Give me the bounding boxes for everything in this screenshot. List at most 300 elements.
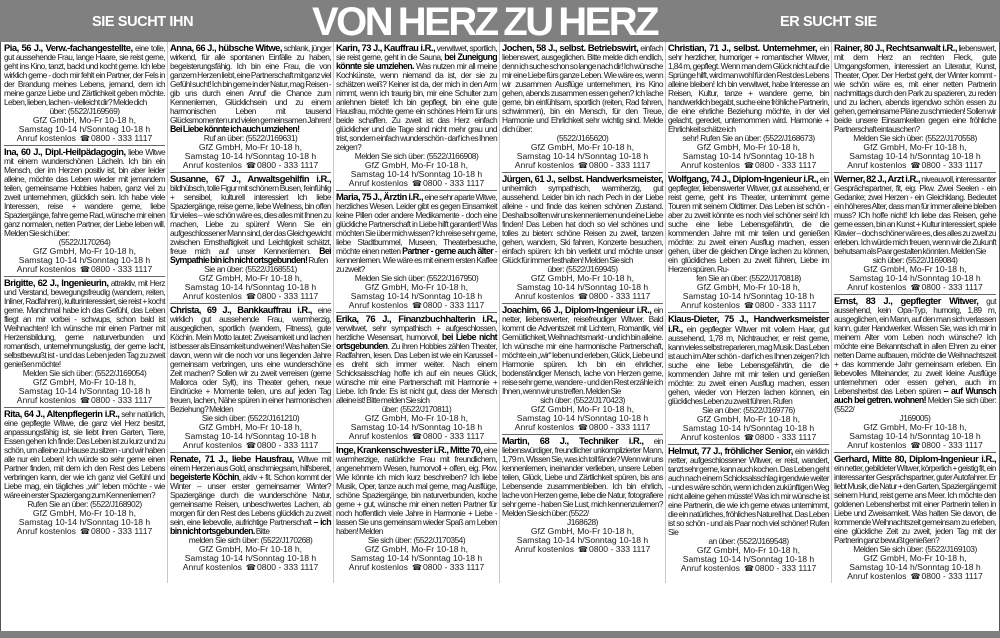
phone-number[interactable]: 0800 - 333 1117 xyxy=(90,526,153,536)
ad-footer xyxy=(668,546,829,573)
agency-call-line xyxy=(170,441,331,450)
phone-icon: ☎ xyxy=(577,545,588,554)
ads-column xyxy=(2,42,168,583)
agency-call-line xyxy=(170,161,331,170)
ad-text xyxy=(834,174,996,256)
agency-hours: Samstag 10-14 h/Sonntag 10-18 h xyxy=(682,151,815,161)
ad-contact-code: sehr! Rufen Sie an über: (5522/J168673) xyxy=(682,133,815,143)
ad-footer xyxy=(834,143,996,170)
agency-call-line xyxy=(336,301,497,310)
ad-contact-code: sich über: (5522/J170423) xyxy=(540,395,625,405)
ad-contact-code: J169005) xyxy=(899,413,931,423)
phone-number[interactable]: 0800 - 333 1117 xyxy=(588,422,651,432)
ad-contact-code: an über: (5522/J169548) xyxy=(708,536,789,546)
call-free-label: Anruf kostenlos xyxy=(680,160,740,170)
ad-text xyxy=(4,43,165,107)
classified-ad xyxy=(668,42,829,173)
ads-column xyxy=(500,42,666,583)
agency-name: GfZ GmbH, Mo-Fr 10-18 h, xyxy=(32,377,137,387)
ad-headline: Christian, 71 J., selbst. Unternehmer, xyxy=(668,42,818,53)
call-free-label: Anruf kostenlos xyxy=(16,264,76,274)
phone-icon: ☎ xyxy=(245,161,256,170)
ad-footer xyxy=(668,143,829,170)
agency-hours: Samstag 10-14 h/Sonntag 10-18 h xyxy=(184,151,317,161)
ad-headline: Gerhard, Mitte 80, Diplom-Ingenieur i.R., xyxy=(834,453,996,464)
classified-ad xyxy=(668,313,829,445)
phone-icon: ☎ xyxy=(79,396,90,405)
phone-number[interactable]: 0800 - 333 1117 xyxy=(256,562,319,572)
ad-description: ein sehr herzlicher, humoriger + romantischer Witwer, 1,84 m, gepflegt. Wenn man dem Glück nicht auf die Sprünge hilft, wird man wohl für den Rest des Lebens alleine bleiben! Ich bin verwitwet, habe Interesse an Reisen, Kultur, tanze + wandere gerne, bin handwerklich begabt, suche eine fröhliche Partnerin, die eine ehrliche Beziehung möchte, in der viel gelacht, geredet, unternommen wird. Harmonie + Ehrlichkeit schätze ich xyxy=(668,43,829,134)
ad-contact-code: über: (5522/J170811) xyxy=(381,404,452,414)
ad-text xyxy=(834,296,996,414)
agency-call-line xyxy=(502,161,663,170)
ad-description: liebe Witwe mit einem wunderschönen Lächeln. Ich bin ein Mensch, der im Herzen positiv ist, bin aber leider alleine, möchte das Leben wieder mit jemandem teilen, gemeinsame Hobbies haben, ganz viel zu zweit unternehmen, glücklich sein. Ich habe viele Interessen, reise + wandere gerne, liebe Spaziergänge, fahre gerne Rad, wünsche mir einen ganz normalen, netten Partner, der Liebe leben will. Melden Sie sich über: xyxy=(4,147,166,238)
agency-name: GfZ GmbH, Mo-Fr 10-18 h, xyxy=(696,142,801,152)
classified-ad xyxy=(336,191,497,313)
ads-columns xyxy=(2,42,998,583)
agency-call-line xyxy=(336,563,497,572)
ad-description: verwitwet, sehr sympathisch + aufgeschlossen, herzliche Wesensart, humorvoll, xyxy=(336,323,497,342)
agency-hours: Samstag 10-14 h/Sonntag 10-18 h xyxy=(18,255,151,265)
agency-hours: Samstag 10-14 h/Sonntag 10-18 h xyxy=(184,553,317,563)
ad-headline: Pia, 56 J., Verw.-fachangestellte, xyxy=(4,42,133,53)
agency-hours: Samstag 10-14 h/Sonntag 10-18 h xyxy=(350,291,483,301)
ad-description: ein netter, gebildeter Witwer, körperlich + geistig fit, ein interessanter Gesprächspartner, guter Autofahrer. Er liebt Musik, die Natur + den Garten, Spaziergänge mit seinem Hund, reist gerne ans Meer. Ich möchte den goldenen Lebensherbst mit einer Partnerin teilen in Liebe und Zweisamkeit. Was halten Sie davon, die kommende Weihnachtszeit gemeinsam zu erleben, eine glückliche Zeit zu zweit, jeden Tag mit der Partnerin ganz bewußt genießen? xyxy=(834,463,996,545)
classified-ad xyxy=(502,173,663,304)
ad-text xyxy=(502,43,663,134)
agency-hours: Samstag 10-14 h/Sonntag 10-18 h xyxy=(516,535,649,545)
agency-call-line xyxy=(502,423,663,432)
call-free-label: Anruf kostenlos xyxy=(680,432,740,442)
classified-ad xyxy=(668,173,829,313)
ad-contact-code: Sie sich über: (5522/J161210) xyxy=(201,413,300,423)
phone-number[interactable]: 0800 - 333 1117 xyxy=(921,160,983,170)
phone-number[interactable]: 0800 - 333 1117 xyxy=(422,562,485,572)
ad-text xyxy=(502,436,663,518)
phone-number[interactable]: 0800 - 333 1117 xyxy=(256,440,319,450)
phone-number[interactable]: 0800 - 333 1117 xyxy=(90,133,153,143)
ad-contact-code: J168628) xyxy=(567,517,598,527)
ad-headline: Susanne, 67 J., Anwaltsgehilfin i.R., xyxy=(170,173,331,184)
classified-ad xyxy=(170,173,331,304)
phone-icon: ☎ xyxy=(577,423,588,432)
ad-contact-code: fen Sie an über: (5522/J170818) xyxy=(696,273,801,283)
phone-icon: ☎ xyxy=(411,301,422,310)
agency-name: GfZ GmbH, Mo-Fr 10-18 h, xyxy=(863,422,967,432)
ad-highlight: Bei Sympathie bin ich nicht ortsgebunden! xyxy=(170,246,331,265)
agency-name: GfZ GmbH, Mo-Fr 10-18 h, xyxy=(530,273,635,283)
phone-icon: ☎ xyxy=(743,433,754,442)
ad-headline: Ernst, 83 J., gepflegter Witwer, xyxy=(834,295,979,306)
ad-footer xyxy=(336,545,497,572)
phone-number[interactable]: 0800 - 333 1117 xyxy=(422,178,485,188)
agency-name: GfZ GmbH, Mo-Fr 10-18 h, xyxy=(198,544,303,554)
phone-icon: ☎ xyxy=(577,161,588,170)
phone-icon: ☎ xyxy=(79,134,90,143)
agency-hours: Samstag 10-14 h/Sonntag 10-18 h xyxy=(184,282,317,292)
agency-call-line xyxy=(834,283,996,292)
ad-description: liebenswert, mit dem Herz an rechten Fleck, gute Umgangsformen, interessiert an Literatur, Kunst, Theater, Oper. Der Herbst geht, der Winter kommt - wie schön wäre es, mit einer netten Partnerin nachmittags durch den Park zu spazieren, zu reden und zu lachen, abends irgendwo schön essen zu gehen, gemeinsame Pläne zu schmieden! Sollen wir beide unsere Einsamkeiten gegen eine fröhliche Partnerschaft eintauschen? xyxy=(834,43,996,134)
ad-footer xyxy=(834,423,996,450)
ad-footer xyxy=(834,554,996,581)
phone-icon: ☎ xyxy=(743,564,754,573)
ad-description: ein liebenswürdiger, freundlicher unkomplizierter Mann, 1,79 m. Wissen Sie, was ich toll fände? Wenn wir uns kennenlernen, ineinander verlieben, unsere Leben teilen, Glück, Liebe und Zärtlichkeit spüren, bis ans Lebensende zusammenbleiben. Ich bin ehrlich, lache von Herzen gerne, liebe die Natur, fotografiere sehr gerne - haben Sie Lust, mich kennenzulernen? Melden Sie sich über: (5522/ xyxy=(502,436,663,518)
agency-hours: Samstag 10-14 h/Sonntag 10-18 h xyxy=(849,431,981,441)
agency-call-line xyxy=(834,161,996,170)
call-free-label: Anruf kostenlos xyxy=(514,291,574,301)
agency-hours: Samstag 10-14 h/Sonntag 10-18 h xyxy=(849,273,981,283)
ad-description: bildhübsch, tolle Figur mit schönem Busen, feinfühlig + sensibel, kulturell interessiert Ich liebe Spaziergänge, reise gerne, liebe Wellness, bin offen für vieles – wie schön wäre es, dies alles mit Ihnen zu machen, Liebe zu spüren! Wenn Sie ein aufgeschlossener Mann sind, der das Gleichgewicht zwischen Ernsthaftigkeit und Leichtigkeit schätzt, freue mich auf unser Kennenlernen. xyxy=(170,183,331,256)
call-free-label: Anruf kostenlos xyxy=(514,160,574,170)
ad-footer xyxy=(336,283,497,310)
agency-call-line xyxy=(502,545,663,554)
ad-headline: Rita, 64 J., Altenpflegerin i.R., xyxy=(4,408,120,419)
bottom-bar xyxy=(0,631,1000,638)
phone-number[interactable]: 0800 - 333 1117 xyxy=(422,431,485,441)
agency-name: GfZ GmbH, Mo-Fr 10-18 h, xyxy=(530,404,635,414)
call-free-label: Anruf kostenlos xyxy=(348,562,408,572)
ad-contact-code: Ruf an über: (5522/J169631) xyxy=(203,133,298,143)
ad-headline: Jochen, 58 J., selbst. Betriebswirt, xyxy=(502,42,639,53)
phone-icon: ☎ xyxy=(577,292,588,301)
agency-name: GfZ GmbH, Mo-Fr 10-18 h, xyxy=(364,160,469,170)
ad-description: attraktiv, mit Herz und Verstand, bewegungsfreudig (wandern, reiten, Inliner, Radfahren), kulturinteressiert, sie reist + kocht gerne. Manchmal habe ich das Gefühl, das Leben fliegt an mir vorbei - schwups, schon bald ist Weihnachten! Ich wünsche mir einen Partner mit Herzensbildung, gerne naturverbunden und romantisch, unternehmungslustig, der gerne lacht, selbstbewußt ist - und das Leben jeden Tag zu zweit genießen möchte! xyxy=(4,278,165,369)
agency-call-line xyxy=(170,292,331,301)
call-free-label: Anruf kostenlos xyxy=(680,563,740,573)
classified-ad xyxy=(4,277,165,408)
ad-contact-code: Sie sich über: (5522/J170354) xyxy=(367,535,466,545)
phone-number[interactable]: 0800 - 333 1117 xyxy=(90,395,153,405)
ad-description: eine warmherzige, natürliche Frau mit freundlichem, angenehmem Wesen, humorvoll + offen, eig. Pkw. Wie könnte ich mich kurz beschreiben? Ich liebe Musik, Oper, tanze auch mal gerne, mag Ausflüge, schöne Spaziergänge, bin naturverbunden, koche gerne + gut, wünsche mir einen netten Partner für noch hoffentlich viele Jahre in Harmonie + Liebe - lassen Sie uns gemeinsam wieder Spaß am Leben haben! Melden xyxy=(336,445,497,536)
call-free-label: Anruf kostenlos xyxy=(16,133,76,143)
ad-contact-code: melden Sie sich über: (5522/J170268) xyxy=(188,535,313,545)
phone-number[interactable]: 0800 - 333 1117 xyxy=(588,544,651,554)
ad-text xyxy=(668,174,829,274)
ad-headline: Werner, 82 J., Arzt i.R., xyxy=(834,173,920,184)
classified-ad xyxy=(834,295,996,453)
agency-hours: Samstag 10-14 h/Sonntag 10-18 h xyxy=(18,386,151,396)
classified-ad xyxy=(336,444,497,574)
ad-description: Melden Sie sich über: (5522/ xyxy=(834,395,996,414)
agency-hours: Samstag 10-14 h/Sonntag 10-18 h xyxy=(516,151,649,161)
agency-call-line xyxy=(668,161,829,170)
ads-column xyxy=(168,42,334,583)
ad-headline: Jürgen, 61 J., selbst. Handwerksmeister, xyxy=(502,173,663,184)
ad-contact-code: Melden Sie sich über: (5522/J169054) xyxy=(22,368,147,378)
agency-call-line xyxy=(668,564,829,573)
agency-hours: Samstag 10-14 h/Sonntag 10-18 h xyxy=(682,554,815,564)
ad-text xyxy=(4,278,165,369)
phone-icon: ☎ xyxy=(910,283,921,292)
ad-contact-code: Melden Sie sich über: (5522/J166908) xyxy=(354,151,479,161)
ad-text xyxy=(170,454,331,536)
call-free-label: Anruf kostenlos xyxy=(348,431,408,441)
classified-ad xyxy=(4,146,165,277)
phone-number[interactable]: 0800 - 333 1117 xyxy=(921,571,983,581)
ad-contact-code: über: (5522/J169945) xyxy=(547,264,618,274)
ad-text xyxy=(336,314,497,405)
agency-call-line xyxy=(336,179,497,188)
ad-highlight: bei Zuneigung könnte sie umziehen. xyxy=(336,52,497,71)
agency-hours: Samstag 10-14 h/Sonntag 10-18 h xyxy=(184,431,317,441)
ad-text xyxy=(502,174,663,265)
classified-ad xyxy=(502,435,663,556)
ad-footer xyxy=(502,274,663,301)
classified-ad xyxy=(170,304,331,453)
phone-number[interactable]: 0800 - 333 1117 xyxy=(754,563,817,573)
ad-headline: Maria, 75 J., Ärztin i.R., xyxy=(336,191,424,202)
classified-ad xyxy=(170,453,331,574)
ad-footer xyxy=(4,116,165,143)
phone-icon: ☎ xyxy=(910,161,921,170)
ad-description: eine wirklich gut aussehende Frau, warmherzig, ausgeglichen, sportlich (wandern, Fitness), gute Köchin. Mein Motto lautet: Zweisamkeit und lachen ist besser als Einsamkeit und weinen! Was halten Sie davon, wenn wir die noch vor uns liegenden Jahre gemeinsam verbringen, uns eine wunderschöne Zeit machen? Sollen wir zu zweit verreisen (gerne Mallorca oder Sylt), ins Theater gehen, neue Eindrücke + Momente teilen, uns auf jeden Tag freuen, lachen, Nähe spüren in einer harmonischen Beziehung? Melden xyxy=(170,305,331,414)
classified-ad xyxy=(834,42,996,173)
ad-description: - kennenlernen. Wie wäre es mit einem ersten Kaffee zu zweit? xyxy=(336,246,497,274)
agency-name: GfZ GmbH, Mo-Fr 10-18 h, xyxy=(364,282,469,292)
classified-ad xyxy=(336,42,497,191)
call-free-label: Anruf kostenlos xyxy=(182,291,242,301)
ad-description: . Zu ihren Hobbies zählen Theater, Radfahren, lesen. Das Leben ist wie ein Karussell - es dreht sich immer weiter. Nach einem Schicksalsschlag hoffe ich auf ein neues Glück, wünsche mir eine Partnerschaft mit Harmonie + Liebe. Ich finde: Es ist nicht gut, dass der Mensch alleine ist! Bitte melden Sie sich xyxy=(336,341,497,405)
agency-call-line xyxy=(4,527,165,536)
ad-footer xyxy=(170,143,331,170)
call-free-label: Anruf kostenlos xyxy=(348,300,408,310)
ad-contact-code: Rufen Sie an über: (5522/J168902) xyxy=(27,499,142,509)
agency-name: GfZ GmbH, Mo-Fr 10-18 h, xyxy=(696,282,801,292)
call-free-label: Anruf kostenlos xyxy=(847,160,907,170)
classified-ad xyxy=(502,304,663,435)
ad-description: ein netter, liebenswerter, reisefreudiger Witwer. Bald kommt die Adventszeit mit Lichtern, Romantik, viel Gemütlichkeit, Weihnachtsmarkt - und ich bin alleine. Ich wünsche mir eine harmonische Partnerschaft, möchte ein „wir“ leben und erleben, Glück, Liebe und Harmonie spüren. Ich bin ein ehrlicher, bodenständiger Mensch, lache von Herzen gerne, reise sehr gerne, wandere - und den Rest erzähle ich Ihnen, wenn wir uns treffen. Melden Sie xyxy=(502,305,663,396)
agency-name: GfZ GmbH, Mo-Fr 10-18 h, xyxy=(530,526,635,536)
phone-number[interactable]: 0800 - 333 1117 xyxy=(754,300,817,310)
ad-headline: Klaus-Dieter, 75 J., Handwerksmeister i.R., xyxy=(668,313,829,334)
agency-name: GfZ GmbH, Mo-Fr 10-18 h, xyxy=(530,142,635,152)
ad-highlight: – ich bin nicht ortsgebunden. xyxy=(170,517,331,536)
ad-description: schlank, jünger wirkend, für alle spontanen Einfälle zu haben, begeisterungsfähig. Ich bin eine Frau, die von ganzem Herzen liebt, eine Partnerschaft mit ganz viel Gefühl sucht! Ich bin gerne in der Natur, mag Reisen - gib uns durch einen Anruf die Chance zum Kennenlernen, Glücklichsein und zu einem harmonischen Leben mit tausend Glücksmomenten und vielen gemeinsamen Jahren! xyxy=(170,43,332,125)
ad-text xyxy=(834,43,996,134)
agency-hours: Samstag 10-14 h/Sonntag 10-18 h xyxy=(350,169,483,179)
classified-ad xyxy=(170,42,331,173)
ad-footer xyxy=(502,143,663,170)
phone-icon: ☎ xyxy=(910,572,921,581)
ad-contact-code: sich über: (5522/J169084) xyxy=(872,255,958,265)
agency-hours: Samstag 10-14 h/Sonntag 10-18 h xyxy=(350,422,483,432)
ad-description: Was nutzen mir all meine Kochkünste, wenn niemand da ist, der sie zu schätzen weiß? Keiner ist da, der mich in den Arm nimmt, wenn ich traurig bin, mir eine Schulter zum anlehnen bietet! Ich bin gepflegt, bin eine gute Hausfrau, möchte gerne ein schönes Heim für uns beide schaffen. Zu zweit ist das Herz einfach glücklicher und die Tage sind nicht mehr grau und trist, sondern einfach wunderschön - darf ich es Ihnen zeigen? xyxy=(336,61,497,152)
phone-number[interactable]: 0800 - 333 1117 xyxy=(754,160,817,170)
ad-text xyxy=(668,446,829,537)
agency-name: GfZ GmbH, Mo-Fr 10-18 h, xyxy=(198,422,303,432)
ad-text xyxy=(336,43,497,152)
agency-call-line xyxy=(4,265,165,274)
ad-headline: Renate, 71 J., liebe Hausfrau, xyxy=(170,453,294,464)
agency-call-line xyxy=(336,432,497,441)
agency-hours: Samstag 10-14 h/Sonntag 10-18 h xyxy=(350,553,483,563)
agency-call-line xyxy=(4,134,165,143)
phone-number[interactable]: 0800 - 333 1117 xyxy=(422,300,485,310)
ad-footer xyxy=(502,527,663,554)
agency-hours: Samstag 10-14 h/Sonntag 10-18 h xyxy=(18,517,151,527)
phone-icon: ☎ xyxy=(910,441,921,450)
ad-headline: Ina, 60 J., Dipl.-Heilpädagogin, xyxy=(4,146,126,157)
ads-column xyxy=(666,42,832,583)
ad-footer xyxy=(668,283,829,310)
agency-call-line xyxy=(668,301,829,310)
ad-description: ein gepflegter Witwer mit vollem Haar, gut aussehend, 1,78 m, Nichtraucher, er reist gerne, kann vieles selbst reparieren, mag Musik. Das Leben ist auch im Alter schön - darf ich es Ihnen zeigen? Ich suche eine liebe Lebensgefährtin, die die kommenden Jahre mit mir teilen und genießen möchte: zu zweit einen Ausflug machen, essen gehen, wieder von Herzen lachen können, ein glückliches Leben zu zweit führen. Rufen xyxy=(668,324,829,406)
phone-icon: ☎ xyxy=(79,265,90,274)
agency-name: GfZ GmbH, Mo-Fr 10-18 h, xyxy=(198,273,303,283)
ads-column xyxy=(832,42,998,583)
phone-icon: ☎ xyxy=(743,301,754,310)
ad-footer xyxy=(170,545,331,572)
phone-number[interactable]: 0800 - 333 1117 xyxy=(754,432,817,442)
phone-icon: ☎ xyxy=(411,179,422,188)
phone-number[interactable]: 0800 - 333 1117 xyxy=(90,264,153,274)
ad-footer xyxy=(4,378,165,405)
ad-footer xyxy=(502,405,663,432)
page-header xyxy=(0,0,1000,42)
agency-name: GfZ GmbH, Mo-Fr 10-18 h, xyxy=(863,553,967,563)
ad-contact-code: (5522/J165620) xyxy=(556,133,609,143)
agency-hours: Samstag 10-14 h/Sonntag 10-18 h xyxy=(682,291,815,301)
classified-ad xyxy=(834,173,996,295)
agency-call-line xyxy=(4,396,165,405)
agency-hours: Samstag 10-14 h/Sonntag 10-18 h xyxy=(849,151,981,161)
ad-footer xyxy=(170,274,331,301)
ad-text xyxy=(4,147,165,238)
ad-description: eine tolle, gut aussehende Frau, lange Haare, sie reist gerne, geht ins Kino, tanzt, backt und kocht gerne. Ich lebe wirklich gerne - doch mir fehlt ein Partner, der Fels in der Brandung meines Lebens, jemand, dem ich meine ganze Liebe und Zärtlichkeit geben möchte. Leben, lieben, lachen - vielleicht dir? Melde dich xyxy=(4,43,165,107)
call-free-label: Anruf kostenlos xyxy=(182,440,242,450)
ad-description: sehr natürlich, eine gepflegte Witwe, die ganz viel Herz besitzt, anpassungsfähig ist, sie liebt ihren Garten, Tiere, Essen gehen Ich finde: Das Leben ist zu kurz und zu schön, um alleine zu Hause zu sitzen - und wir haben alle nur ein Leben! Ich würde so sehr gerne einen Partner finden, mit dem ich den Rest des Lebens verbringen kann, der wie ich ganz viel Gefühl und Liebe mag, ein tägliches „wir“ leben möchte - wie wäre ein erster Spaziergang zum Kennenlernen? xyxy=(4,409,165,500)
call-free-label: Anruf kostenlos xyxy=(182,160,242,170)
agency-call-line xyxy=(834,441,996,450)
ad-headline: Wolfgang, 74 J., Diplom-Ingenieur i.R., xyxy=(668,173,819,184)
ad-footer xyxy=(668,415,829,442)
ad-footer xyxy=(336,161,497,188)
agency-hours: Samstag 10-14 h/Sonntag 10-18 h xyxy=(516,413,649,423)
call-free-label: Anruf kostenlos xyxy=(847,282,907,292)
ad-highlight: bei Liebe nicht ortsgebunden xyxy=(336,332,497,351)
ad-footer xyxy=(336,414,497,441)
ad-description: Rufen xyxy=(307,255,328,265)
ad-headline: Helmut, 77 J., fröhlicher Senior, xyxy=(668,445,793,456)
ad-headline: Joachim, 66 J., Diplom-Ingenieur i.R., xyxy=(502,304,652,315)
agency-name: GfZ GmbH, Mo-Fr 10-18 h, xyxy=(696,414,801,424)
agency-call-line xyxy=(170,563,331,572)
ad-highlight: Partner - gerne auch älter xyxy=(402,246,494,256)
agency-name: GfZ GmbH, Mo-Fr 10-18 h, xyxy=(863,142,967,152)
phone-number[interactable]: 0800 - 333 1117 xyxy=(921,282,983,292)
ad-text xyxy=(668,43,829,134)
ad-contact-code: Melden Sie sich über: (5522/J167950) xyxy=(354,273,479,283)
agency-hours: Samstag 10-14 h/Sonntag 10-18 h xyxy=(682,423,815,433)
ad-contact-code: Sie an über: (5522/J168551) xyxy=(204,264,297,274)
ad-headline: Rainer, 80 J., Rechtsanwalt i.R., xyxy=(834,42,957,53)
page-title: VON HERZ ZU HERZ xyxy=(312,0,658,44)
phone-icon: ☎ xyxy=(743,161,754,170)
ad-description: einfach liebenswert, ausgeglichen. Bitte melde dich endlich, denn ich suche schon so lange nach dir! Ich wünsche mir eine Liebe fürs ganze Leben. Wie wäre es, wenn wir zusammen Ausflüge unternehmen, ins Kino gehen, abends zusammen essen gehen? Ich lache gerne, bin einfühlsam, sportlich (reiten, Rad fahren, schwimmen), bin ein Mensch, für den Treue, Harmonie und Ehrlichkeit sehr wichtig sind. Melde dich über: xyxy=(502,43,663,134)
classified-ad xyxy=(336,313,497,444)
ad-highlight: Bei Liebe könnte ich auch umziehen! xyxy=(170,124,300,134)
ad-footer xyxy=(4,509,165,536)
ad-text xyxy=(502,305,663,396)
section-label-he-seeks-her: ER SUCHT SIE xyxy=(780,14,877,30)
phone-number[interactable]: 0800 - 333 1117 xyxy=(256,291,319,301)
agency-hours: Samstag 10-14 h/Sonntag 10-18 h xyxy=(18,124,151,134)
phone-number[interactable]: 0800 - 333 1117 xyxy=(588,160,651,170)
agency-name: GfZ GmbH, Mo-Fr 10-18 h, xyxy=(696,545,801,555)
ad-contact-code: Sie an über: (5522/J169776) xyxy=(702,405,795,415)
ad-description: ein gepflegter, liebenswerter Witwer, gut aussehend, er reist gerne, geht ins Theater, unternimmt gerne Touren mit seinem Oldtimer. Das Leben ist schön - aber zu zweit könnte es noch viel schöner sein! Ich suche eine liebe Lebensgefährtin, die die kommenden Jahre mit mir teilen und genießen möchte: zu zweit einen Ausflug machen, essen gehen, über die gleichen Dinge lachen zu können, ein glückliches Leben zu zweit führen, Liebe im Herzen spüren. Ru- xyxy=(668,174,829,274)
agency-name: GfZ GmbH, Mo-Fr 10-18 h, xyxy=(198,142,303,152)
agency-call-line xyxy=(668,433,829,442)
phone-icon: ☎ xyxy=(411,563,422,572)
ad-contact-code: (5522/J170264) xyxy=(58,237,111,247)
phone-icon: ☎ xyxy=(79,527,90,536)
ads-column xyxy=(334,42,500,583)
ad-headline: Erika, 76 J., Finanzbuchhalterin i.R., xyxy=(336,313,497,324)
ad-headline: Brigitte, 62 J., Ingenieurin, xyxy=(4,277,109,288)
ad-text xyxy=(170,174,331,265)
ad-text xyxy=(336,192,497,274)
ad-description: verwitwet, sportlich, sie reist gerne, geht in die Sauna, xyxy=(336,43,498,62)
ad-headline: Karin, 73 J., Kauffrau i.R., xyxy=(336,42,436,53)
phone-number[interactable]: 0800 - 333 1117 xyxy=(256,160,319,170)
ad-highlight: begeisterte Köchin xyxy=(170,472,239,482)
call-free-label: Anruf kostenlos xyxy=(514,422,574,432)
ad-description: eine sehr aparte Witwe, herzliches Wesen. Leider gibt es gegen Einsamkeit keine Pillen oder andere Medikamente - doch eine glückliche Partnerschaft in Liebe hilft garantiert! Was möchten Sie über mich wissen? Ich reise sehr gerne, liebe Stadtbummel, Museen, Theaterbesuche, möchte einen netten xyxy=(336,192,497,256)
call-free-label: Anruf kostenlos xyxy=(348,178,408,188)
ad-headline: Martin, 68 J., Techniker i.R., xyxy=(502,435,644,446)
classified-ad xyxy=(668,445,829,575)
ad-headline: Anna, 66 J., hübsche Witwe, xyxy=(170,42,282,53)
agency-call-line xyxy=(834,572,996,581)
classified-ad xyxy=(502,42,663,173)
phone-icon: ☎ xyxy=(245,292,256,301)
ad-description: , aktiv + fit. Schon kommt der Winter – unser erster gemeinsamer Winter? Spaziergänge durch die wunderschöne Natur, gemeinsame Reisen, unbeschwertes Lachen, ab morgen für den Rest des Lebens glücklich zu zweit sein, eine liebevolle, aufrichtige Partnerschaft xyxy=(170,472,331,527)
call-free-label: Anruf kostenlos xyxy=(16,395,76,405)
agency-name: GfZ GmbH, Mo-Fr 10-18 h, xyxy=(364,413,469,423)
ad-highlight: – auf Wunsch auch bei getren. wohnen! xyxy=(834,386,996,405)
agency-name: GfZ GmbH, Mo-Fr 10-18 h, xyxy=(32,246,137,256)
phone-icon: ☎ xyxy=(245,441,256,450)
ad-text xyxy=(170,43,331,134)
ad-footer xyxy=(170,423,331,450)
call-free-label: Anruf kostenlos xyxy=(182,562,242,572)
ad-description: unheimlich sympathisch, warmherzig, gut aussehend. Leider bin ich nach Pech in der Liebe alleine - und finde das keinen schönen Zustand. Deshalb sollten wir uns kennenlernen und eine Liebe finden! Das Leben hat doch so viel schönes und tolles zu bieten: schöne Reisen zu zweit, tanzen gehen, wandern, Ski fahren, Konzerte besuchen, einfach spüren: Ich bin verliebt und möchte unser Glück für immer festhalten! Melden Sie sich xyxy=(502,183,663,265)
phone-number[interactable]: 0800 - 333 1117 xyxy=(588,291,651,301)
ad-description: gut aussehend, kein Opa-Typ, humorig, 1,89 m, ausgeglichen, ein Mann, auf den man sich verlassen kann, guter Handwerker. Wissen Sie, was ich mir in meinem Alter vom Leben noch wünsche? Ich möchte eine Bekanntschaft in allen Ehren zu einer netten Dame aufbauen, möchte die Weihnachtszeit + das kommende Jahr gemeinsam erleben. Ein liebevolles Miteinander, zu zweit kleine Ausflüge unternehmen oder essen gehen, auch im Lebensherbst das Leben spüren xyxy=(834,296,996,396)
call-free-label: Anruf kostenlos xyxy=(16,526,76,536)
ad-text xyxy=(4,409,165,500)
classified-ad xyxy=(834,453,996,583)
ad-description: ein wirklich netter, aufgeschlossener Witwer, er reist, wandert, tanzt sehr gerne, kann auch kochen. Das Leben geht auch nach einem Schicksalsschlag irgendwie weiter - und es wäre schön, wenn ich den zukünftigen Weg nicht alleine gehen müsste! Was ich mir wünsche ist eine Partnerin, die wie ich gerne etwas unternimmt, die ein natürliches, fröhliches Naturell hat. Das Leben ist so schön - und als Paar noch viel schöner! Rufen Sie xyxy=(668,446,829,537)
call-free-label: Anruf kostenlos xyxy=(514,544,574,554)
agency-hours: Samstag 10-14 h/Sonntag 10-18 h xyxy=(516,282,649,292)
ad-text xyxy=(834,454,996,545)
classified-ad xyxy=(4,42,165,146)
ad-description: niveauvoll, interessanter Gesprächspartner, fit, eig. Pkw. Zwei Seelen - ein Gedanke; zwei Herzen - ein Gleichklang. Bedeutet ein höheres Alter, dass man für immer alleine bleiben muss? ICh hoffe nicht! Ich liebe das Reisen, gehe gerne essen, bin an Kunst + Kultur interessiert, spiele Klavier – doch schöner wäre es, dies alles zu zweit zu erleben. Ich würde mich freuen, wenn wir die Zukunft behutsam als Paar gestalten könnten. Melden Sie xyxy=(834,174,996,256)
ad-headline: Christa, 69 J., Bankkauffrau i.R., xyxy=(170,304,312,315)
agency-name: GfZ GmbH, Mo-Fr 10-18 h, xyxy=(32,508,137,518)
call-free-label: Anruf kostenlos xyxy=(847,571,907,581)
section-label-she-seeks-him: SIE SUCHT IHN xyxy=(92,14,194,30)
phone-icon: ☎ xyxy=(411,432,422,441)
phone-number[interactable]: 0800 - 333 1117 xyxy=(921,440,983,450)
agency-name: GfZ GmbH, Mo-Fr 10-18 h, xyxy=(364,544,469,554)
ad-text xyxy=(336,445,497,536)
ad-contact-code: Melden Sie sich über: (5522/J169103) xyxy=(853,544,977,554)
agency-name: GfZ GmbH, Mo-Fr 10-18 h, xyxy=(863,264,967,274)
ad-text xyxy=(668,314,829,406)
